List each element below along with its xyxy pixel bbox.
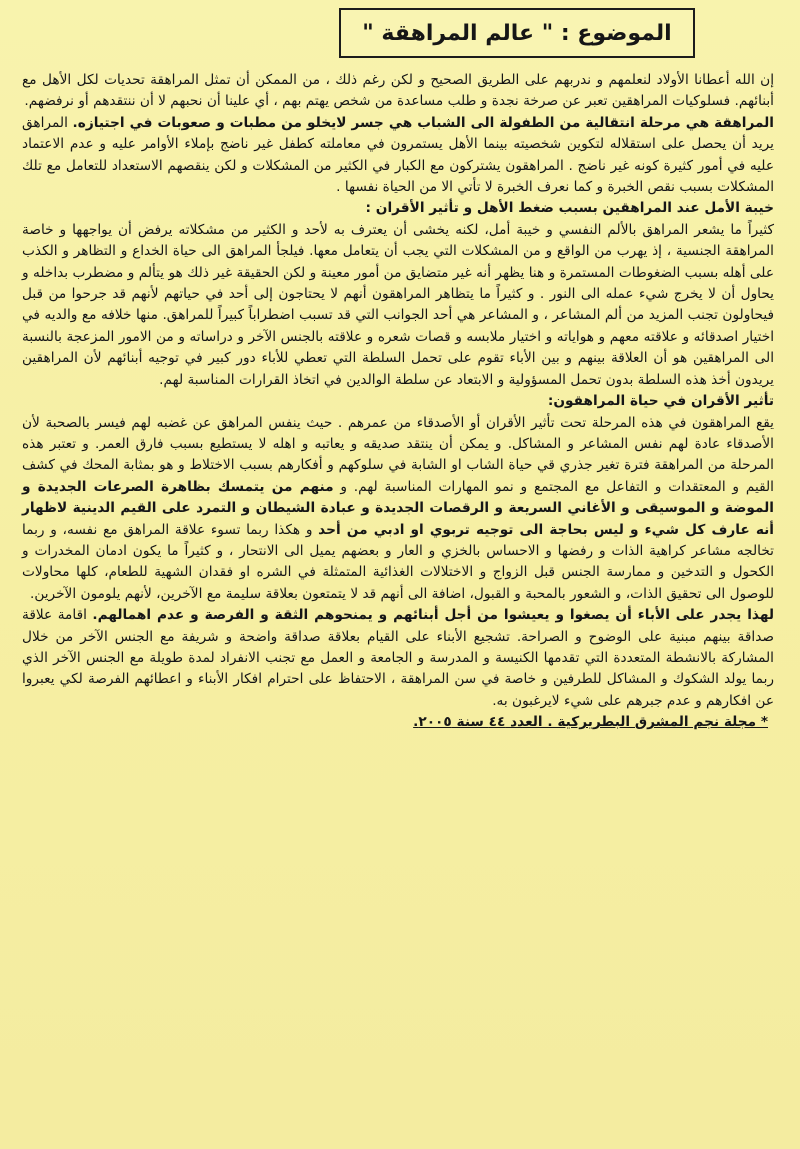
section-heading-peers: تأثير الأقران في حياة المراهقون: [547,393,774,410]
paragraph-disappointment: كثيراً ما يشعر المراهق بالألم النفسي و خيبة أمل، لكنه يخشى أن يعترف به لأحد و الكثير من مشكلاته يرفض أن يواجهها و خاصة المراهقة الجنسية ، إذ يهرب من الواقع و من المشكلات التي يجب أن يتعامل معها. فيلجأ المراهق الى حياة الخداع و التظاهر و الكذب على أهله بسبب الضغوطات المستمرة و هنا يظهر أنه غير متضايق من أمور معينة و لكن الحقيقة غير ذلك هو يتألم و مضطرب بداخله و يحاول أن لا يخرج شيء عمله الى النور . و كثيراً ما يتظاهر المراهقون أنهم لا يحتاجون إلى أحد في حياتهم لأنهم قد جرحوا من قبل فيحاولون تجنب المزيد من ألم المشاعر ، و المشاعر هي أحد الجوانب التي قد تسبب اضطراباً كبيراً للمراهق. منها خلافه مع والديه في اختيار اصدقائه و علاقته معهم و هواياته و اختيار ملابسه و قصات شعره و علاقته بالجنس الآخر و دراساته و من الامور المزعجة بالنسبة الى المراهقين هو أن العلاقة بينهم و بين الأباء تقوم على تحمل السلطة التي تعطي للأباء دور كبير في توجيه أبنائهم لأن المراهقين يريدون أخذ هذه السلطة بدون تحمل المسؤولية و الابتعاد عن سلطة الوالدين في اتخاذ القرارات المناسبة لهم. [22,221,774,388]
advice-bold-text: لهذا يجدر على الأباء أن يصغوا و يعيشوا من أجل أبنائهم و يمنحوهم الثقة و الفرصة و عدم اهمالهم. [92,607,774,624]
page-title: الموضوع : " عالم المراهقة " [362,20,672,46]
paragraph-peers [22,413,774,606]
advice-text: اقامة علاقة صداقة بينهم مبنية على الوضوح و الصراحة. تشجيع الأبناء على القيام بعلاقة صداقة واضحة و شريفة مع الجنس الآخر من خلال المشاركة بالانشطة المتعددة التي تقدمها الكنيسة و المدرسة و الجامعة و العمل مع تجنب الانفراد لمدة طويلة مع الجنس الآخر الذي ربما يولد الشكوك و المشاكل للطرفين و خاصة في سن المراهقة ، الاحتفاظ على احترام افكار الأبناء و اعطائهم الفرصة لكي يعبروا عن افكارهم و عدم جبرهم على شيء لايرغبون به. [22,607,774,709]
definition-text: المراهق يريد أن يحصل على استقلاله لتكوين شخصيته بينما الأهل يستمرون في معاملته كطفل غير ناضج بإملاء الأوامر عليه و عدم الاعتماد عليه في أمور كثيرة كونه غير ناضج . المراهقون يشتركون مع الكبار في الكثير من المشكلات و لكن ينقصهم الاستعداد للتعامل مع تلك المشكلات بسبب نقص الخبرة و كما نعرف الخبرة لا تأتي الا من الحياة نفسها . [22,114,774,196]
definition-bold-text: المراهقة هي مرحلة انتقالية من الطفولة الى الشباب هي جسر لايخلو من مطبات و صعوبات في اجتيازه. [72,114,774,131]
peers-rest-text: و هكذا ربما تسوء علاقة المراهق مع نفسه، و ربما تخالجه مشاعر كراهية الذات و رفضها و الاحساس بالخزي و العار و بعضهم يميل الى الانتحار ، و كثيراً ما يكون ادمان المخدرات و الكحول و التدخين و ممارسة الجنس قبل الزواج و الاختلالات الغذائية المتمثلة في الشره او فقدان الشهية للطعام، كلها محاولات للوصول الى تحقيق الذات، و الشعور بالمحبة و القبول، اضافة الى أنهم قد لا يتمتعون بعلاقة سليمة مع الآخرين، لأنهم يلومون الآخرين. [22,521,774,602]
peers-bold-text: منهم من يتمسك بظاهرة الصرعات الجديدة و الموضة و الموسيقى و الأغاني السريعة و الرقصات الجديدة و عبادة الشيطان و التمرد على القيم الدينية لاظهار أنه عارف كل شيء و ليس بحاجة الى توجيه تربوي او ادبي من أحد [22,478,774,538]
paragraph-definition [22,113,774,199]
peers-text: يقع المراهقون في هذه المرحلة تحت تأثير الأقران أو الأصدقاء من عمرهم . حيث ينفس المراهق عن غضبه لهم فيسر بالصحبة لأن الأصدقاء عادة لهم نفس المشاعر و المشاكل. و يمكن أن ينتقد صديقه و يعاتبه و اهله لا يستطيع بسبب فارق العمر. و تعتبر هذه المرحلة من المراهقة فترة تغير جذري قي حياة الشاب او الشابة في سلوكهم و أفكارهم بسبب الاختلاط و هو بمثابة المحك في كشف القيم و المعتقدات و التفاعل مع المجتمع و نمو المهارات المناسبة لهم. و [22,414,774,495]
section-heading-disappointment: خيبة الأمل عند المراهقين بسبب ضغط الأهل و تأثير الأقران : [365,200,774,217]
source-citation: * مجلة نجم المشرق البطريركية . العدد ٤٤ سنة ٢٠٠٥. [413,714,768,731]
paragraph-intro: إن الله أعطانا الأولاد لنعلمهم و ندربهم على الطريق الصحيح و لكن رغم ذلك ، من الممكن أن تمثل المراهقة تحديات لكل الأهل مع أبنائهم. فسلوكيات المراهقين تعبر عن صرخة نجدة و طلب مساعدة من شخص يهتم بهم ، أي علينا أن نحبهم لا أن ننتقدهم أو نرفضهم. [22,72,774,110]
paragraph-advice [22,605,774,712]
article-body [22,70,774,734]
title-box [339,8,695,58]
